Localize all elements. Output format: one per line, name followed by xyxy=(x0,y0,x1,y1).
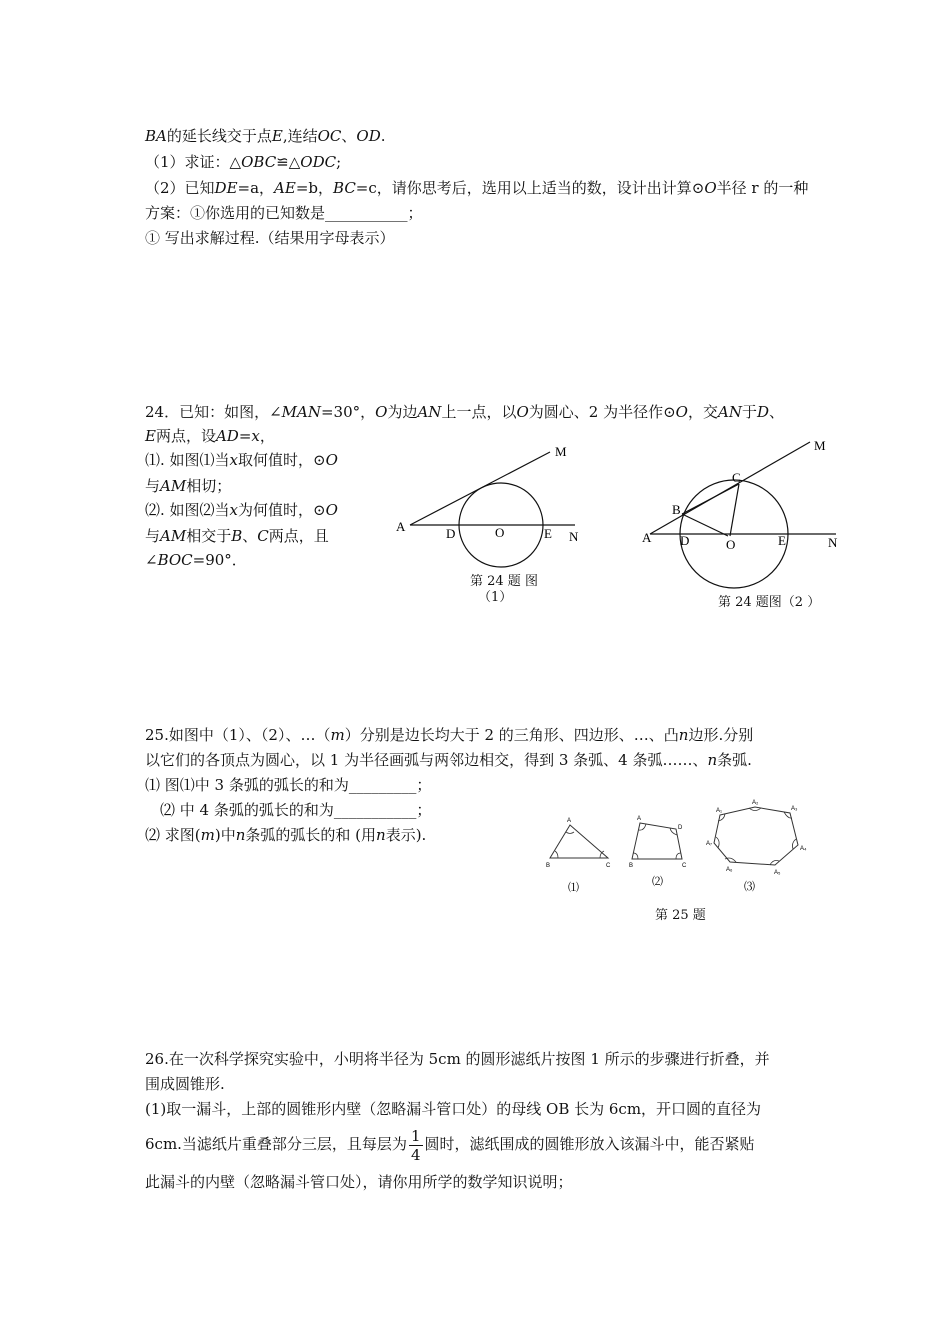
label-o: O xyxy=(726,537,736,552)
segment-bc xyxy=(682,484,739,514)
q26-line-1: 26.在一次科学探究实验中，小明将半径为 5cm 的圆形滤纸片按图 1 所示的步骤进行折叠，并 xyxy=(145,1050,770,1068)
q24-part-2: ⑵. 如图⑵当x为何值时，⊙O xyxy=(145,501,338,519)
q23-line-3: （2）已知DE=a，AE=b，BC=c，请你思考后，选用以上适当的数，设计出计算⊙O半径 r 的一种 xyxy=(145,179,809,197)
q23-line-2: （1）求证：△OBC≌△ODC; xyxy=(145,153,342,171)
polygon xyxy=(714,807,798,865)
q25-line-2: 以它们的各顶点为圆心，以 1 为半径画弧与两邻边相交，得到 3 条弧、4 条弧……、n条弧. xyxy=(145,751,752,769)
q23-line-4: 方案：①你选用的已知数是___________； xyxy=(145,204,423,222)
q26-line-3: (1)取一漏斗，上部的圆锥形内壁（忽略漏斗管口处）的母线 OB 长为 6cm，开口圆的直径为 xyxy=(145,1100,762,1118)
label-e: E xyxy=(778,533,786,548)
label-d: D xyxy=(446,526,456,541)
segment-co xyxy=(730,484,739,536)
quad-label-c: C xyxy=(682,863,687,869)
label-a: A xyxy=(396,519,406,534)
q25-line-1: 25.如图中（1）、（2）、…（m）分别是边长均大于 2 的三角形、四边形、…、凸n边形.分别 xyxy=(145,726,754,744)
poly-label-a2: A₂ xyxy=(752,800,759,806)
q24-line-1: 24．已知：如图，∠MAN=30°，O为边AN上一点，以O为圆心、2 为半径作⊙O，交AN于D、 xyxy=(145,403,785,421)
arc-a xyxy=(566,832,574,834)
tri-caption: ⑴ xyxy=(568,882,579,894)
q24-part-1b: 与AM相切； xyxy=(145,477,232,495)
quad-label-a: A xyxy=(637,816,642,822)
label-m: M xyxy=(555,444,567,459)
figure-24-2 xyxy=(640,432,850,602)
figure-24-2-caption: 第 24 题图（2 ） xyxy=(718,595,821,610)
q24-part-1: ⑴. 如图⑴当x取何值时，⊙O xyxy=(145,451,338,469)
quadrilateral xyxy=(632,823,682,859)
poly-label-a7: A₇ xyxy=(706,841,713,847)
figure-24-1-caption-num: （1） xyxy=(478,590,513,605)
q25-line-3: ⑴ 图⑴中 3 条弧的弧长的和为_________； xyxy=(145,776,432,794)
quad-caption: ⑵ xyxy=(652,876,663,888)
label-d: D xyxy=(680,533,690,548)
poly-caption: ⑶ xyxy=(744,881,755,893)
fraction-one-quarter xyxy=(409,1127,423,1164)
figure-25-caption: 第 25 题 xyxy=(655,908,706,923)
q24-line-2: E两点，设AD=x， xyxy=(145,427,275,445)
figure-24-1-caption: 第 24 题 图 xyxy=(470,574,538,589)
poly-label-a6: A₆ xyxy=(726,867,733,873)
q25-line-5: ⑵ 求图(m)中n条弧的弧长的和 (用n表示). xyxy=(145,826,427,844)
q23-line-1: BA的延长线交于点E,连结OC、OD. xyxy=(145,127,386,145)
figure-25 xyxy=(540,795,820,900)
quad-label-d: D xyxy=(678,825,683,831)
q26-line-4: 6cm.当滤纸片重叠部分三层，且每层为 $\frac{1}{4}$ 圆时，滤纸围成的圆锥形放入该漏斗中，能否紧贴 xyxy=(145,1126,755,1164)
poly-label-a3: A₃ xyxy=(791,806,798,812)
q25-line-4: ⑵ 中 4 条弧的弧长的和为___________； xyxy=(160,801,432,819)
poly-label-a4: A₄ xyxy=(800,846,807,852)
tri-label-a: A xyxy=(567,818,572,824)
fraction-denominator: 4 xyxy=(410,1145,421,1164)
triangle xyxy=(550,825,608,858)
arc-qb xyxy=(633,853,638,859)
label-e: E xyxy=(544,526,552,541)
arc-b xyxy=(555,851,558,858)
tri-label-b: B xyxy=(546,863,551,869)
label-o: O xyxy=(495,525,505,540)
quad-label-b: B xyxy=(629,863,634,869)
q24-part-2b: 与AM相交于B、C两点，且 xyxy=(145,527,329,545)
arc-qc xyxy=(676,853,681,859)
arc-p6 xyxy=(725,858,736,862)
q23-line-5: ① 写出求解过程.（结果用字母表示） xyxy=(145,229,395,247)
label-n: N xyxy=(569,529,579,544)
q26-line-5: 此漏斗的内壁（忽略漏斗管口处），请你用所学的数学知识说明； xyxy=(145,1173,573,1191)
label-a: A xyxy=(642,530,652,545)
q26-line-2: 围成圆锥形. xyxy=(145,1075,225,1093)
label-c: C xyxy=(732,470,741,485)
tri-label-c: C xyxy=(606,863,611,869)
fraction-numerator: 1 xyxy=(410,1126,421,1145)
q24-part-2c: ∠BOC=90°． xyxy=(145,551,247,569)
label-b: B xyxy=(672,502,681,517)
label-n: N xyxy=(828,535,838,550)
label-m: M xyxy=(814,438,826,453)
poly-label-a5: A₅ xyxy=(774,870,781,876)
poly-label-a1: A₁ xyxy=(716,808,723,814)
